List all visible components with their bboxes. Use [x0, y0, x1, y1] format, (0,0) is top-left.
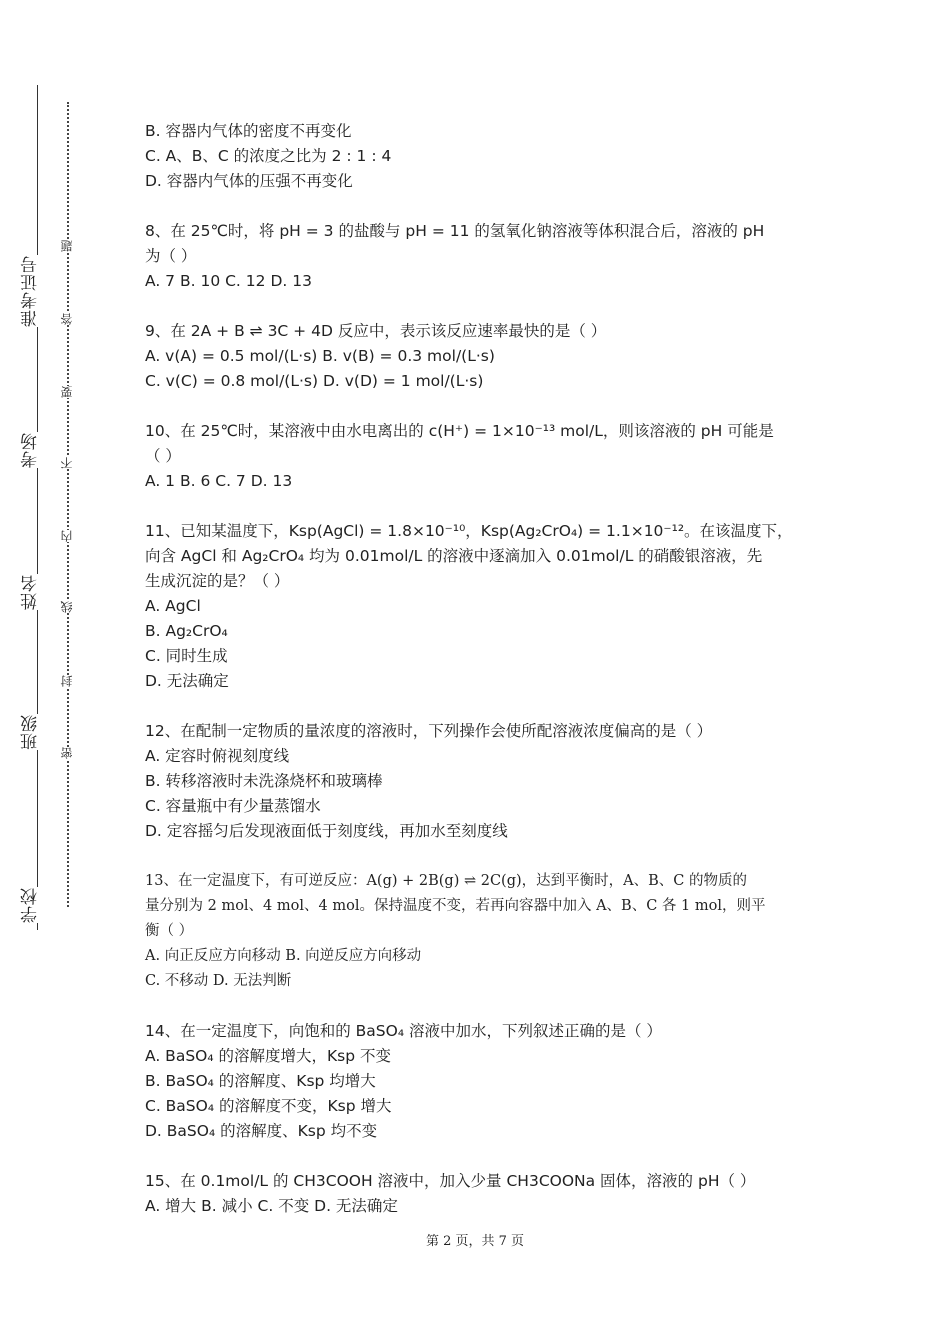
- text-line: 为（ ）: [145, 247, 197, 265]
- text-line: A. 向正反应方向移动 B. 向逆反应方向移动: [145, 948, 422, 964]
- text-line: D. 容器内气体的压强不再变化: [145, 172, 353, 190]
- text-line: A. 7 B. 10 C. 12 D. 13: [145, 272, 312, 290]
- seal-dotted-line: [67, 102, 69, 907]
- text-line: 生成沉淀的是？（ ）: [145, 572, 290, 590]
- text-line: C. 同时生成: [145, 647, 228, 665]
- text-line: A. 定容时俯视刻度线: [145, 747, 290, 765]
- text-line: A. 增大 B. 减小 C. 不变 D. 无法确定: [145, 1197, 398, 1215]
- text-line: 14、在一定温度下，向饱和的 BaSO₄ 溶液中加水，下列叙述正确的是（ ）: [145, 1022, 662, 1040]
- text-line: B. 转移溶液时未洗涤烧杯和玻璃棒: [145, 772, 383, 790]
- text-line: A. 1 B. 6 C. 7 D. 13: [145, 472, 293, 490]
- label-exam-room: 考场: [18, 432, 48, 468]
- page-footer: 第 2 页，共 7 页: [425, 1234, 525, 1249]
- text-line: 13、在一定温度下，有可逆反应：A(g) + 2B(g) ⇌ 2C(g)，达到平衡时，A、B、C 的物质的: [145, 873, 747, 889]
- binding-solid-line: [37, 85, 38, 930]
- text-line: A. AgCl: [145, 597, 201, 615]
- blank-line: [145, 694, 810, 719]
- text-line: 15、在 0.1mol/L 的 CH3COOH 溶液中，加入少量 CH3COONa 固体，溶液的 pH（ ）: [145, 1172, 756, 1190]
- seal-char: 封: [60, 675, 74, 687]
- seal-char: 线: [60, 601, 74, 613]
- text-line: 11、已知某温度下，Ksp(AgCl) = 1.8×10⁻¹⁰，Ksp(Ag₂CrO₄) = 1.1×10⁻¹²。在该温度下，: [145, 522, 793, 540]
- blank-line: [145, 1144, 810, 1169]
- blank-line: [145, 994, 810, 1019]
- text-line: A. v(A) = 0.5 mol/(L·s) B. v(B) = 0.3 mol/(L·s): [145, 347, 495, 365]
- text-line: C. BaSO₄ 的溶解度不变，Ksp 增大: [145, 1097, 392, 1115]
- text-line: C. v(C) = 0.8 mol/(L·s) D. v(D) = 1 mol/(L·s): [145, 372, 484, 390]
- seal-char: 内: [60, 530, 74, 542]
- seal-char: 要: [60, 386, 74, 398]
- text-line: 向含 AgCl 和 Ag₂CrO₄ 均为 0.01mol/L 的溶液中逐滴加入 0.01mol/L 的硝酸银溶液，先: [145, 547, 763, 565]
- text-line: B. BaSO₄ 的溶解度、Ksp 均增大: [145, 1072, 376, 1090]
- text-line: D. 定容摇匀后发现液面低于刻度线，再加水至刻度线: [145, 822, 508, 840]
- text-line: 8、在 25℃时，将 pH = 3 的盐酸与 pH = 11 的氢氧化钠溶液等体积混合后，溶液的 pH: [145, 222, 765, 240]
- text-line: C. A、B、C 的浓度之比为 2 : 1 : 4: [145, 147, 392, 165]
- text-line: 9、在 2A + B ⇌ 3C + 4D 反应中，表示该反应速率最快的是（ ）: [145, 322, 607, 340]
- seal-char: 答: [60, 313, 74, 325]
- text-line: C. 容量瓶中有少量蒸馏水: [145, 797, 321, 815]
- text-line: C. 不移动 D. 无法判断: [145, 973, 292, 989]
- question-content: [145, 119, 810, 1219]
- text-line: D. BaSO₄ 的溶解度、Ksp 均不变: [145, 1122, 378, 1140]
- text-line: B. 容器内气体的密度不再变化: [145, 122, 352, 140]
- text-line: B. Ag₂CrO₄: [145, 622, 228, 640]
- label-name: 姓名: [18, 574, 48, 610]
- text-line: A. BaSO₄ 的溶解度增大，Ksp 不变: [145, 1047, 392, 1065]
- blank-line: [145, 194, 810, 219]
- blank-line: [145, 294, 810, 319]
- seal-char: 题: [60, 240, 74, 252]
- binding-margin: [0, 0, 90, 1344]
- text-line: 12、在配制一定物质的量浓度的溶液时，下列操作会使所配溶液浓度偏高的是（ ）: [145, 722, 713, 740]
- label-exam-number: 准考证号: [18, 255, 48, 327]
- text-line: 衡（ ）: [145, 923, 194, 939]
- text-line: （ ）: [145, 447, 181, 465]
- text-line: 10、在 25℃时，某溶液中由水电离出的 c(H⁺) = 1×10⁻¹³ mol/L，则该溶液的 pH 可能是: [145, 422, 774, 440]
- text-line: D. 无法确定: [145, 672, 229, 690]
- blank-line: [145, 394, 810, 419]
- seal-char: 不: [60, 457, 74, 469]
- blank-line: [145, 844, 810, 869]
- blank-line: [145, 494, 810, 519]
- seal-char: 密: [60, 747, 74, 759]
- label-class: 班级: [18, 714, 48, 750]
- text-line: 量分别为 2 mol、4 mol、4 mol。保持温度不变，若再向容器中加入 A、B、C 各 1 mol，则平: [145, 898, 766, 914]
- label-school: 学校: [18, 887, 48, 923]
